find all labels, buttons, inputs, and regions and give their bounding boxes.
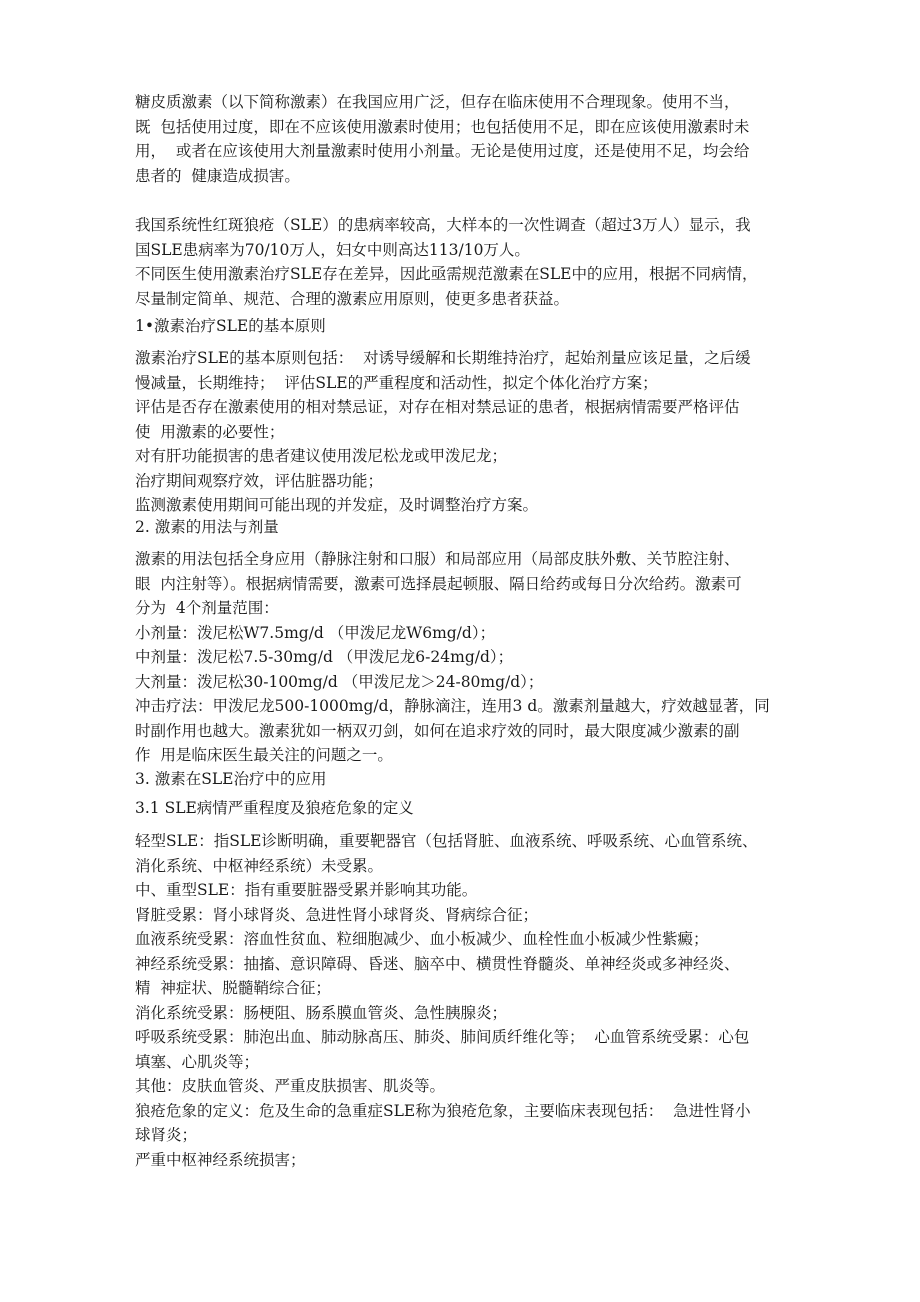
section1-line: 使 用激素的必要性； bbox=[135, 422, 285, 441]
section2-heading bbox=[135, 515, 787, 540]
section1-body bbox=[135, 346, 787, 518]
section3-line: 神经系统受累：抽搐、意识障碍、昏迷、脑卒中、横贯性脊髓炎、单神经炎或多神经炎、 bbox=[135, 954, 740, 973]
section2-body bbox=[135, 547, 787, 768]
section2-line: 作 用是临床医生最关注的问题之一。 bbox=[135, 746, 393, 764]
section2-line: 冲击疗法：甲泼尼龙500-1000mg/d，静脉滴注，连用3 d。激素剂量越大，疗效越显著，同 bbox=[135, 697, 770, 715]
section3-line: 呼吸系统受累：肺泡出血、肺动脉髙压、肺炎、肺间质纤维化等； 心血管系统受累：心包 bbox=[135, 1028, 750, 1046]
section-heading: 3. 激素在SLE治疗中的应用 bbox=[135, 770, 327, 788]
section3-line: 中、重型SLE：指有重要脏器受累并影响其功能。 bbox=[135, 881, 478, 899]
section3-line: 球肾炎； bbox=[135, 1126, 198, 1144]
section3-line: 狼疮危象的定义：危及生命的急重症SLE称为狼疮危象，主要临床表现包括： 急进性肾小 bbox=[135, 1101, 751, 1120]
section3-line: 精 神症状、脱髓鞘综合征； bbox=[135, 979, 331, 997]
section1-line: 慢减量，长期维持； 评估SLE的严重程度和活动性，拟定个体化治疗方案； bbox=[135, 373, 658, 392]
background-line: 不同医生使用激素治疗SLE存在差异，因此亟需规范激素在SLE中的应用，根据不同病情， bbox=[135, 265, 758, 283]
intro-line: 患者的 健康造成损害。 bbox=[135, 166, 300, 185]
section2-line: 小剂量：泼尼松W7.5mg/d （甲泼尼龙W6mg/d）； bbox=[135, 623, 496, 642]
section1-line: 治疗期间观察疗效，评估脏器功能； bbox=[135, 471, 384, 490]
section2-line: 时副作用也越大。激素犹如一柄双刃剑，如何在追求疗效的同时，最大限度减少激素的副 bbox=[135, 721, 740, 740]
section3-line: 轻型SLE：指SLE诊断明确，重要靶器官（包括肾脏、血液系统、呼吸系统、心血管系统、 bbox=[135, 832, 758, 850]
intro-line: 糖皮质激素（以下简称激素）在我国应用广泛，但存在临床使用不合理现象。使用不当， bbox=[135, 93, 740, 111]
section3-subheading bbox=[135, 796, 787, 821]
intro-line: 用， 或者在应该使用大剂量激素时使用小剂量。无论是使用过度，还是使用不足，均会给 bbox=[135, 142, 750, 160]
section-heading: 2. 激素的用法与剂量 bbox=[135, 518, 279, 536]
sub-heading: 3.1 SLE病情严重程度及狼疮危象的定义 bbox=[135, 799, 414, 817]
section1-line: 监测激素使用期间可能出现的并发症，及时调整治疗方案。 bbox=[135, 496, 539, 514]
section2-line: 大剂量：泼尼松30-100mg/d （甲泼尼龙＞24-80mg/d）； bbox=[135, 672, 544, 691]
background-paragraph bbox=[135, 213, 787, 311]
section3-line: 其他：皮肤血管炎、严重皮肤损害、肌炎等。 bbox=[135, 1077, 446, 1095]
section3-line: 血液系统受累：溶血性贫血、粒细胞减少、血小板减少、血栓性血小板减少性紫癜； bbox=[135, 930, 709, 948]
section-heading: 1•激素治疗SLE的基本原则 bbox=[135, 317, 326, 335]
section3-line: 消化系统受累：肠梗阻、肠系膜血管炎、急性胰腺炎； bbox=[135, 1003, 508, 1022]
section1-line: 对有肝功能损害的患者建议使用泼尼松龙或甲泼尼龙； bbox=[135, 447, 508, 465]
section3-heading bbox=[135, 767, 787, 792]
background-line: 国SLE患病率为70/10万人，妇女中则高达113/10万人。 bbox=[135, 240, 530, 259]
intro-paragraph bbox=[135, 90, 787, 188]
background-line: 尽量制定简单、规范、合理的激素应用原则，使更多患者获益。 bbox=[135, 289, 570, 308]
section3-line: 肾脏受累：肾小球肾炎、急进性肾小球肾炎、肾病综合征； bbox=[135, 905, 539, 924]
section1-line: 激素治疗SLE的基本原则包括： 对诱导缓解和长期维持治疗，起始剂量应该足量，之后缓 bbox=[135, 349, 751, 367]
section3-line: 消化系统、中枢神经系统）未受累。 bbox=[135, 856, 384, 875]
intro-line: 既 包括使用过度，即在不应该使用激素时使用；也包括使用不足，即在应该使用激素时未 bbox=[135, 117, 750, 136]
section3-body bbox=[135, 829, 787, 1172]
background-line: 我国系统性红斑狼疮（SLE）的患病率较高，大样本的一次性调查（超过3万人）显示，我 bbox=[135, 216, 751, 234]
section3-line: 严重中枢神经系统损害； bbox=[135, 1150, 306, 1169]
section2-line: 分为 4个剂量范围： bbox=[135, 599, 279, 617]
section3-line: 填塞、心肌炎等； bbox=[135, 1052, 260, 1071]
section2-line: 中剂量：泼尼松7.5-30mg/d （甲泼尼龙6-24mg/d）； bbox=[135, 648, 514, 666]
section1-heading bbox=[135, 314, 787, 339]
section1-line: 评估是否存在激素使用的相对禁忌证，对存在相对禁忌证的患者，根据病情需要严格评估 bbox=[135, 398, 740, 416]
section2-line: 激素的用法包括全身应用（静脉注射和口服）和局部应用（局部皮肤外敷、关节腔注射、 bbox=[135, 550, 740, 568]
section2-line: 眼 内注射等）。根据病情需要，激素可选择晨起顿服、隔日给药或每日分次给药。激素可 bbox=[135, 574, 742, 593]
